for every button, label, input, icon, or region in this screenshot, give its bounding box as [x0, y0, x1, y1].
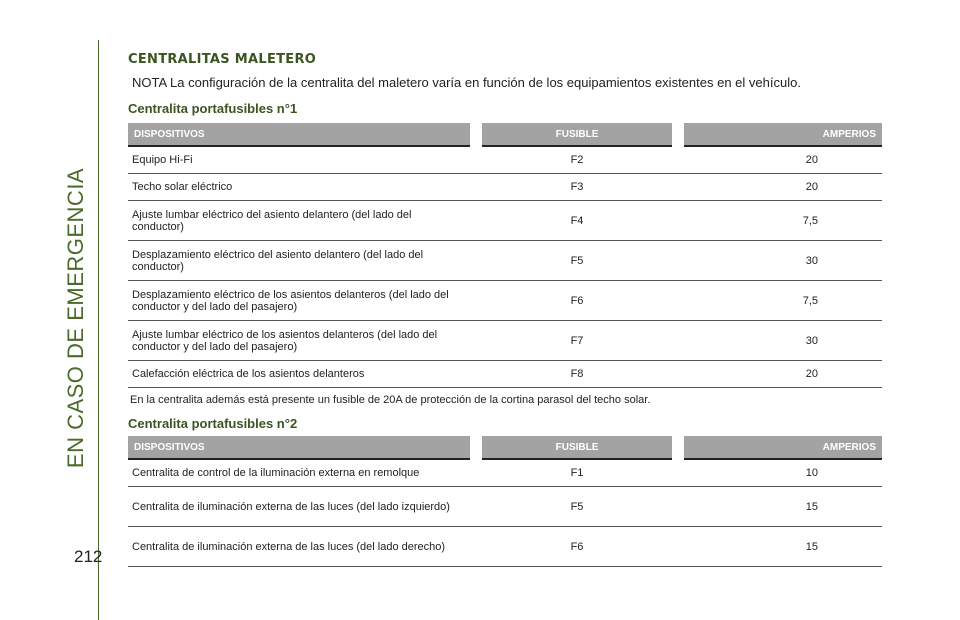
amps-cell: 20 [684, 174, 882, 201]
table-row [128, 281, 882, 321]
header-devices: DISPOSITIVOS [128, 123, 470, 147]
table-row [128, 241, 882, 281]
amps-cell: 15 [684, 487, 882, 527]
table-header-row [128, 123, 882, 147]
device-cell: Ajuste lumbar eléctrico del asiento delantero (del lado del conductor) [128, 201, 470, 241]
amps-cell: 7,5 [684, 281, 882, 321]
amps-cell: 30 [684, 241, 882, 281]
amps-cell: 15 [684, 527, 882, 567]
amps-cell: 20 [684, 361, 882, 388]
table2-body [128, 460, 882, 567]
amps-cell: 10 [684, 460, 882, 487]
fuse-cell: F8 [482, 361, 672, 388]
device-cell: Centralita de iluminación externa de las luces (del lado derecho) [128, 527, 470, 567]
table-row [128, 147, 882, 174]
table1-body [128, 147, 882, 388]
header-amps: AMPERIOS [684, 123, 882, 147]
header-amps: AMPERIOS [684, 436, 882, 460]
device-cell: Centralita de control de la iluminación externa en remolque [128, 460, 470, 487]
fuse-cell: F1 [482, 460, 672, 487]
amps-cell: 20 [684, 147, 882, 174]
fuse-cell: F2 [482, 147, 672, 174]
table-row [128, 361, 882, 388]
header-devices: DISPOSITIVOS [128, 436, 470, 460]
fuse-table-2 [128, 436, 882, 567]
fuse-cell: F5 [482, 241, 672, 281]
table-header-row [128, 436, 882, 460]
fuse-cell: F5 [482, 487, 672, 527]
table2-title: Centralita portafusibles n°2 [128, 416, 298, 431]
table-row [128, 201, 882, 241]
table1-title: Centralita portafusibles n°1 [128, 101, 298, 116]
chapter-title: EN CASO DE EMERGENCIA [63, 167, 88, 469]
header-fuse: FUSIBLE [482, 123, 672, 147]
table-row [128, 174, 882, 201]
table-row [128, 487, 882, 527]
device-cell: Ajuste lumbar eléctrico de los asientos delanteros (del lado del conductor y del lado del pasajero) [128, 321, 470, 361]
table-row [128, 460, 882, 487]
device-cell: Calefacción eléctrica de los asientos delanteros [128, 361, 470, 388]
table-row [128, 527, 882, 567]
section-title: CENTRALITAS MALETERO [128, 52, 317, 67]
fuse-cell: F4 [482, 201, 672, 241]
fuse-cell: F6 [482, 527, 672, 567]
fuse-cell: F7 [482, 321, 672, 361]
device-cell: Centralita de iluminación externa de las luces (del lado izquierdo) [128, 487, 470, 527]
device-cell: Equipo Hi-Fi [128, 147, 470, 174]
table1-footnote: En la centralita además está presente un fusible de 20A de protección de la cortina parasol del techo solar. [130, 394, 651, 406]
device-cell: Techo solar eléctrico [128, 174, 470, 201]
main-content [128, 52, 882, 567]
device-cell: Desplazamiento eléctrico de los asientos delanteros (del lado del conductor y del lado del pasajero) [128, 281, 470, 321]
amps-cell: 7,5 [684, 201, 882, 241]
table-row [128, 321, 882, 361]
header-fuse: FUSIBLE [482, 436, 672, 460]
section-note: NOTA La configuración de la centralita del maletero varía en función de los equipamientos existentes en el vehículo. [132, 75, 801, 90]
page-number: 212 [74, 547, 103, 566]
fuse-cell: F3 [482, 174, 672, 201]
device-cell: Desplazamiento eléctrico del asiento delantero (del lado del conductor) [128, 241, 470, 281]
sidebar-divider [98, 40, 99, 620]
fuse-cell: F6 [482, 281, 672, 321]
fuse-table-1 [128, 123, 882, 388]
amps-cell: 30 [684, 321, 882, 361]
